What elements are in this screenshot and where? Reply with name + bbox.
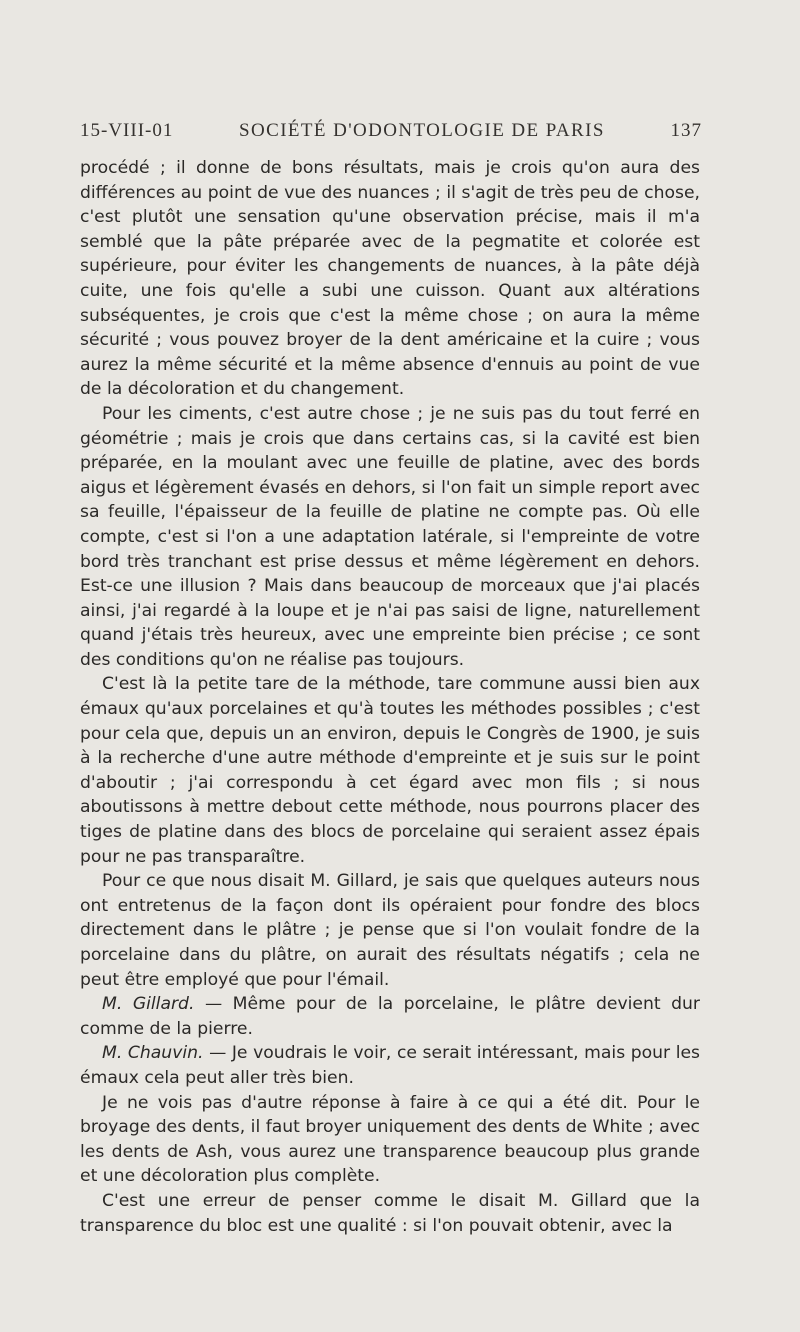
paragraph — [80, 869, 700, 992]
paragraph — [80, 1091, 700, 1189]
paragraph-text: C'est là la petite tare de la méthode, tare commune aussi bien aux émaux qu'aux porcelaines et qu'à toutes les méthodes possibles ; c'est pour cela que, depuis un an environ, depuis le Congrès de 1900, je suis à la recherche d'une autre méthode d'empreinte et je suis sur le point d'aboutir ; j'ai correspondu à cet égard avec mon fils ; si nous aboutissons à mettre debout cette méthode, nous pourrons placer des tiges de platine dans des blocs de porcelaine qui seraient assez épais pour ne pas transparaître. — [80, 674, 700, 867]
paragraph-text: — Je voudrais le voir, ce serait intéressant, mais pour les émaux cela peut aller très bien. — [80, 1043, 700, 1088]
running-head — [80, 120, 702, 142]
paragraph — [80, 672, 700, 869]
paragraph-text: Pour les ciments, c'est autre chose ; je ne suis pas du tout ferré en géométrie ; mais je crois que dans certains cas, si la cavité est bien préparée, en la moulant avec une feuille de platine, avec des bords aigus et légèrement évasés en dehors, si l'on fait un simple report avec sa feuille, l'épaisseur de la feuille de platine ne compte pas. Où elle compte, c'est si l'on a une adaptation latérale, si l'empreinte de votre bord très tranchant est prise dessus et même légèrement en dehors. Est-ce une illusion ? Mais dans beaucoup de morceaux que j'ai placés ainsi, j'ai regardé à la loupe et je n'ai pas saisi de ligne, naturellement quand j'étais très heureux, avec une empreinte bien précise ; ce sont des conditions qu'on ne réalise pas toujours. — [80, 403, 700, 670]
paragraph — [80, 1189, 700, 1238]
page-number: 137 — [670, 120, 702, 141]
paragraph-continued — [80, 156, 700, 402]
header-title: SOCIÉTÉ D'ODONTOLOGIE DE PARIS — [239, 120, 605, 141]
header-date: 15-VIII-01 — [80, 120, 174, 141]
paragraph — [80, 402, 700, 673]
paragraph-text: procédé ; il donne de bons résultats, mais je crois qu'on aura des différences au point de vue des nuances ; il s'agit de très peu de chose, c'est plutôt une sensation qu'une observation précise, mais il m'a semblé que la pâte préparée avec de la pegmatite et colorée est supérieure, pour éviter les changements de nuances, à la pâte déjà cuite, une fois qu'elle a subi une cuisson. Quant aux altérations subséquentes, je crois que c'est la même chose ; on aura la même sécurité ; vous pouvez broyer de la dent américaine et la cuire ; vous aurez la même sécurité et la même absence d'ennuis au point de vue de la décoloration et du changement. — [80, 158, 700, 400]
speaker-name: M. Chauvin. — [102, 1043, 204, 1064]
dialogue-paragraph — [80, 1041, 700, 1090]
body-text — [80, 156, 700, 1238]
paragraph-text: C'est une erreur de penser comme le disait M. Gillard que la transparence du bloc est une qualité : si l'on pouvait obtenir, avec la — [80, 1190, 700, 1236]
paragraph-text: — Même pour de la porcelaine, le plâtre devient dur comme de la pierre. — [80, 994, 700, 1039]
paragraph-text: Je ne vois pas d'autre réponse à faire à ce qui a été dit. Pour le broyage des dents, il faut broyer uniquement des dents de White ; avec les dents de Ash, vous aurez une transparence beaucoup plus grande et une décoloration plus complète. — [80, 1092, 700, 1187]
speaker-name: M. Gillard. — [102, 994, 195, 1015]
dialogue-paragraph — [80, 992, 700, 1041]
paragraph-text: Pour ce que nous disait M. Gillard, je sais que quelques auteurs nous ont entretenus de la façon dont ils opéraient pour fondre des blocs directement dans le plâtre ; je pense que si l'on voulait fondre de la porcelaine dans du plâtre, on aurait des résultats négatifs ; cela ne peut être employé que pour l'émail. — [80, 871, 700, 990]
